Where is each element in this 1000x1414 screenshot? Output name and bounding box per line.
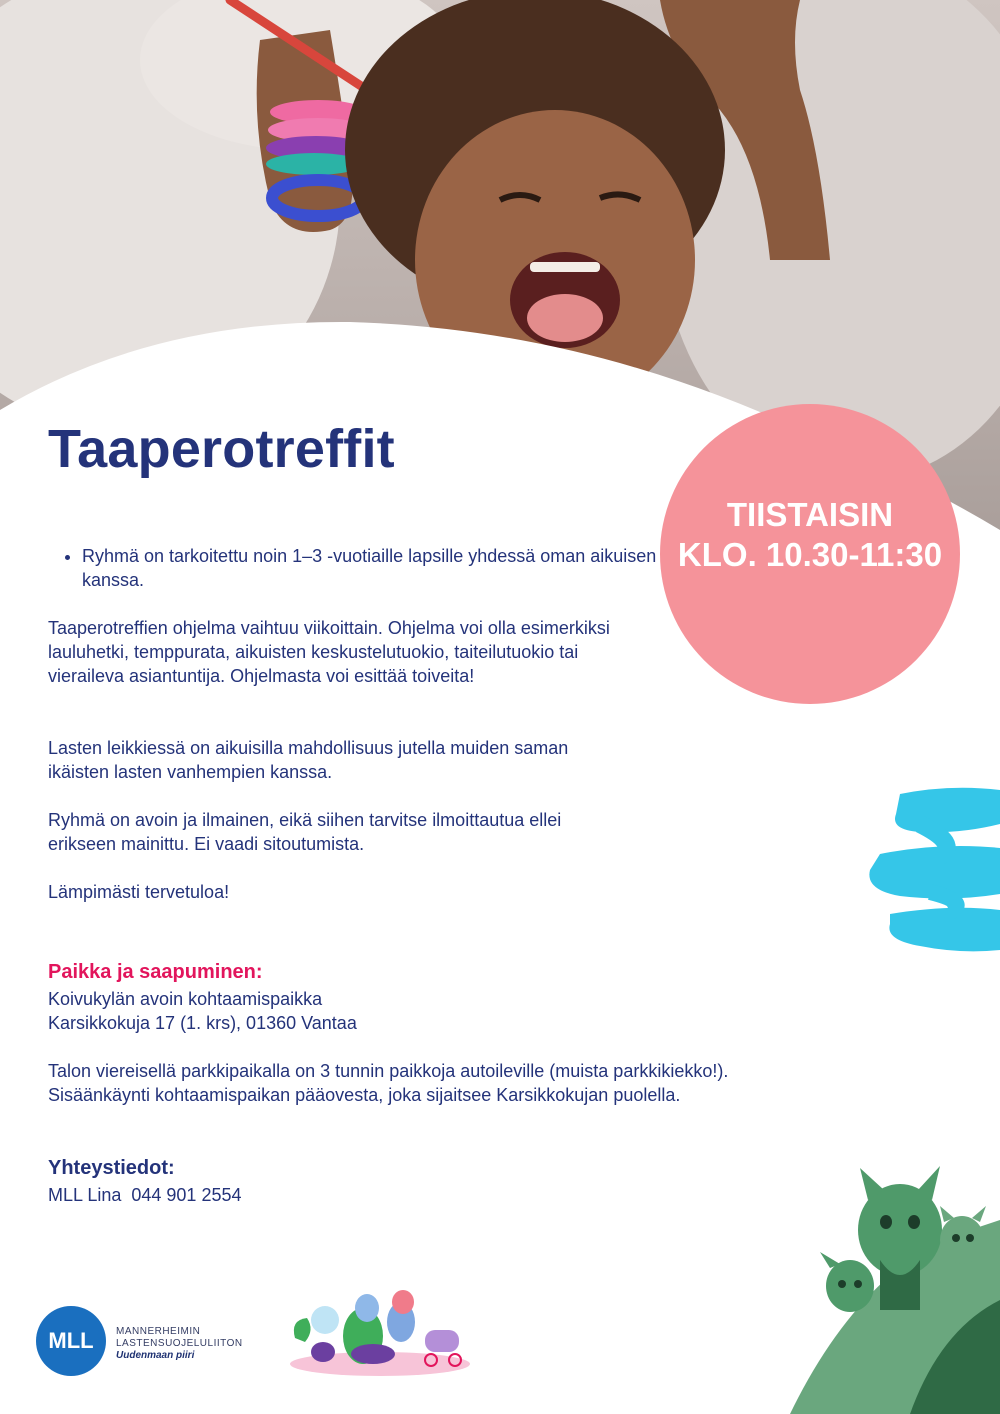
parents-paragraph: Lasten leikkiessä on aikuisilla mahdollisuus jutella muiden saman ikäisten lasten vanhempien kanssa. [48, 738, 569, 782]
page-title: Taaperotreffit [48, 419, 395, 479]
mll-logo [36, 1306, 266, 1376]
squirrel-illustration [790, 1160, 1000, 1414]
schedule-day: TIISTAISIN [726, 496, 894, 533]
mascot-illustration [285, 1280, 475, 1380]
logo-text [116, 1326, 243, 1362]
location-heading: Paikka ja saapuminen: [48, 961, 263, 983]
welcome-paragraph: Lämpimästi tervetuloa! [48, 882, 230, 902]
logo-mark: MLL [36, 1306, 106, 1376]
schedule-badge [660, 404, 960, 704]
blue-brush-stroke [860, 784, 1000, 954]
location-place: Koivukylän avoin kohtaamispaikka [48, 989, 323, 1009]
bullet-item: • Ryhmä on tarkoitettu noin 1–3 -vuotiaille lapsille yhdessä oman aikuisen kanssa. [82, 544, 682, 592]
logo-line-3: Uudenmaan piiri [116, 1350, 195, 1361]
program-paragraph: Taaperotreffien ohjelma vaihtuu viikoittain. Ohjelma voi olla esimerkiksi lauluhetki, temppurata, aikuisten keskustelutuokio, taiteilutuokio tai vieraileva asiantuntija. Ohjelmasta voi esittää toiveita! [48, 618, 610, 686]
logo-line-2: LASTENSUOJELULIITON [116, 1338, 243, 1349]
open-group-paragraph: Ryhmä on avoin ja ilmainen, eikä siihen tarvitse ilmoittautua ellei erikseen mainittu. Ei vaadi sitoutumista. [48, 810, 562, 854]
contact-info: MLL Lina 044 901 2554 [48, 1185, 242, 1205]
location-address: Karsikkokuja 17 (1. krs), 01360 Vantaa [48, 1013, 357, 1033]
entrance-info: Sisäänkäynti kohtaamispaikan pääovesta, joka sijaitsee Karsikkokujan puolella. [48, 1085, 681, 1105]
info-bullets [48, 544, 682, 592]
contact-heading: Yhteystiedot: [48, 1157, 175, 1179]
schedule-time: KLO. 10.30-11:30 [677, 536, 943, 573]
logo-line-1: MANNERHEIMIN [116, 1326, 201, 1337]
parking-info: Talon viereisellä parkkipaikalla on 3 tunnin paikkoja autoileville (muista parkkikiekko!). [48, 1061, 729, 1081]
